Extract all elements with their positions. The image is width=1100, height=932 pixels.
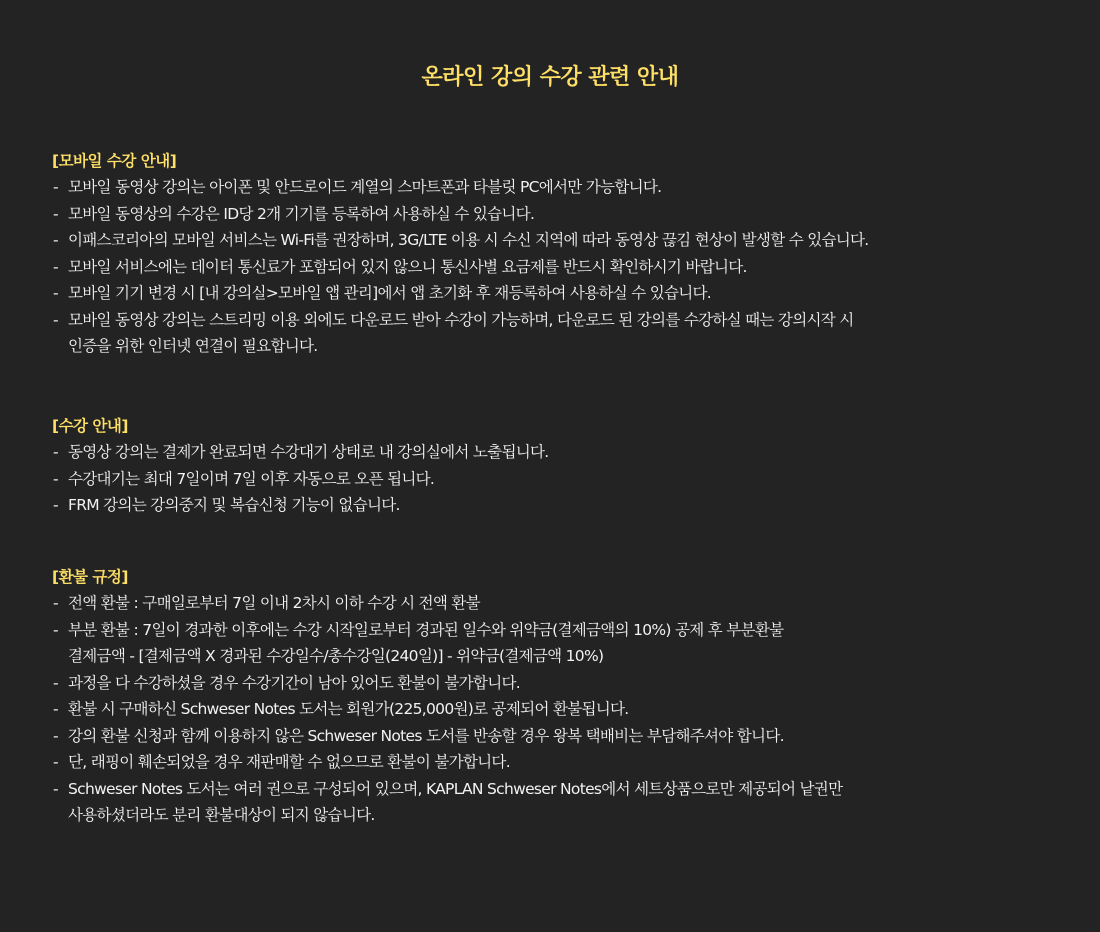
list-item-text: - 모바일 동영상의 수강은 ID당 2개 기기를 등록하여 사용하실 수 있습니다.	[68, 204, 535, 223]
list-item	[52, 307, 1062, 360]
list-item-text: 사용하셨더라도 분리 환불대상이 되지 않습니다.	[68, 806, 375, 824]
notice-list	[52, 439, 1062, 519]
list-item-text: - 과정을 다 수강하셨을 경우 수강기간이 남아 있어도 환불이 불가합니다.	[68, 673, 520, 692]
section-refund-policy	[52, 564, 1062, 829]
list-item-text: - Schweser Notes 도서는 여러 권으로 구성되어 있으며, KAPLAN Schweser Notes에서 세트상품으로만 제공되어 낱권만	[68, 779, 843, 798]
page-title: 온라인 강의 수강 관련 안내	[421, 65, 679, 90]
list-item-text: - 수강대기는 최대 7일이며 7일 이후 자동으로 오픈 됩니다.	[68, 469, 435, 488]
list-item	[52, 617, 1062, 670]
list-item	[52, 280, 1062, 307]
list-item	[52, 590, 1062, 617]
list-item	[52, 439, 1062, 466]
list-item-text: 결제금액 - [결제금액 X 경과된 수강일수/총수강일(240일)] - 위약금(결제금액 10%)	[68, 647, 604, 665]
list-item	[52, 174, 1062, 201]
list-item	[52, 776, 1062, 829]
notice-list	[52, 590, 1062, 829]
list-item	[52, 201, 1062, 228]
notice-list	[52, 174, 1062, 360]
list-item-text: - 전액 환불 : 구매일로부터 7일 이내 2차시 이하 수강 시 전액 환불	[68, 594, 480, 612]
section-heading: [모바일 수강 안내]	[52, 152, 177, 170]
list-item-text: - FRM 강의는 강의중지 및 복습신청 기능이 없습니다.	[68, 496, 400, 514]
list-item-text: - 부분 환불 : 7일이 경과한 이후에는 수강 시작일로부터 경과된 일수와 위약금(결제금액의 10%) 공제 후 부분환불	[68, 620, 784, 639]
list-item-text: - 모바일 서비스에는 데이터 통신료가 포함되어 있지 않으니 통신사별 요금제를 반드시 확인하시기 바랍니다.	[68, 257, 747, 276]
list-item-text: - 이패스코리아의 모바일 서비스는 Wi-Fi를 권장하며, 3G/LTE 이용 시 수신 지역에 따라 동영상 끊김 현상이 발생할 수 있습니다.	[68, 231, 869, 249]
list-item	[52, 723, 1062, 750]
list-item	[52, 749, 1062, 776]
list-item	[52, 492, 1062, 519]
section-heading: [환불 규정]	[52, 568, 128, 586]
list-item	[52, 227, 1062, 254]
list-item-text: - 모바일 동영상 강의는 스트리밍 이용 외에도 다운로드 받아 수강이 가능하며, 다운로드 된 강의를 수강하실 때는 강의시작 시	[68, 310, 854, 329]
section-heading: [수강 안내]	[52, 417, 128, 435]
list-item-text: - 동영상 강의는 결제가 완료되면 수강대기 상태로 내 강의실에서 노출됩니다.	[68, 443, 549, 461]
list-item	[52, 254, 1062, 281]
list-item-text: 인증을 위한 인터넷 연결이 필요합니다.	[68, 337, 318, 355]
list-item	[52, 696, 1062, 723]
list-item	[52, 670, 1062, 697]
list-item-text: - 환불 시 구매하신 Schweser Notes 도서는 회원가(225,000원)로 공제되어 환불됩니다.	[68, 700, 629, 718]
list-item-text: - 모바일 동영상 강의는 아이폰 및 안드로이드 계열의 스마트폰과 타블릿 PC에서만 가능합니다.	[68, 178, 662, 196]
list-item	[52, 466, 1062, 493]
section-mobile-notice	[52, 148, 1062, 360]
list-item-text: - 단, 래핑이 훼손되었을 경우 재판매할 수 없으므로 환불이 불가합니다.	[68, 753, 510, 771]
section-course-notice	[52, 413, 1062, 519]
list-item-text: - 모바일 기기 변경 시 [내 강의실>모바일 앱 관리]에서 앱 초기화 후 재등록하여 사용하실 수 있습니다.	[68, 284, 712, 302]
list-item-text: - 강의 환불 신청과 함께 이용하지 않은 Schweser Notes 도서를 반송할 경우 왕복 택배비는 부담해주셔야 합니다.	[68, 726, 784, 745]
